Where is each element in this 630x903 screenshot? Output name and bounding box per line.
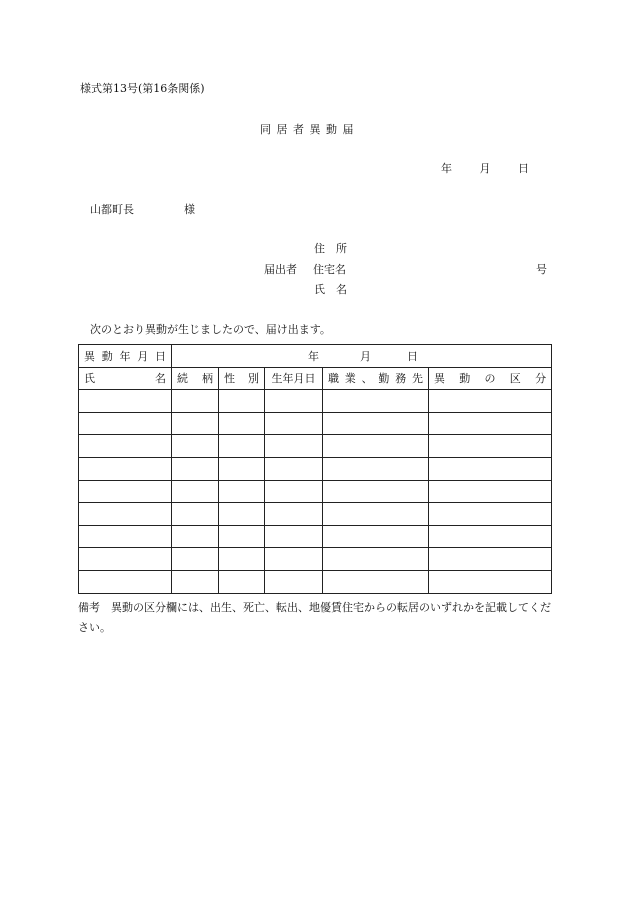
entry-cell[interactable] — [172, 570, 219, 593]
entry-cell[interactable] — [79, 412, 172, 435]
entry-cell[interactable] — [219, 435, 265, 458]
header-char: 続 — [177, 372, 188, 386]
change-date-label — [79, 348, 171, 364]
date-year-label: 年 — [441, 162, 452, 175]
addressee-name: 山都町長 — [90, 203, 134, 216]
header-char: 別 — [248, 372, 259, 386]
entry-cell[interactable] — [429, 548, 552, 571]
entry-cell[interactable] — [219, 503, 265, 526]
entry-cell[interactable] — [265, 435, 323, 458]
header-char: 務 — [395, 372, 407, 386]
header-char: 柄 — [202, 372, 213, 386]
entry-cell[interactable] — [265, 412, 323, 435]
applicant-name-label: 氏 名 — [314, 283, 347, 296]
header-char: 日 — [155, 349, 166, 363]
table-row — [79, 525, 552, 548]
change-table — [78, 344, 552, 594]
table-row — [79, 457, 552, 480]
header-sex-text — [219, 370, 264, 386]
entry-cell[interactable] — [219, 570, 265, 593]
entry-cell[interactable] — [323, 390, 429, 413]
entry-cell[interactable] — [323, 570, 429, 593]
header-name-first: 氏 — [84, 372, 95, 386]
header-char: 業 — [344, 372, 356, 386]
applicant-number-suffix: 号 — [536, 263, 547, 276]
table-row — [79, 548, 552, 571]
header-relationship — [172, 367, 219, 390]
entry-cell[interactable] — [265, 503, 323, 526]
table-row — [79, 570, 552, 593]
header-char: 動 — [101, 349, 113, 363]
entry-cell[interactable] — [172, 480, 219, 503]
entry-rows — [79, 390, 552, 593]
entry-cell[interactable] — [219, 548, 265, 571]
header-char: 年 — [119, 349, 131, 363]
change-date-row — [79, 345, 552, 368]
entry-cell[interactable] — [172, 435, 219, 458]
entry-cell[interactable] — [429, 390, 552, 413]
change-date-label-cell — [79, 345, 172, 368]
entry-cell[interactable] — [265, 480, 323, 503]
entry-cell[interactable] — [265, 457, 323, 480]
date-day-label: 日 — [518, 162, 529, 175]
header-char: 性 — [224, 372, 235, 386]
submission-date — [441, 160, 529, 176]
entry-cell[interactable] — [265, 548, 323, 571]
header-row — [79, 367, 552, 390]
addressee-honorific: 様 — [184, 203, 195, 216]
entry-cell[interactable] — [79, 503, 172, 526]
change-date-month: 月 — [360, 350, 371, 363]
header-name — [79, 367, 172, 390]
entry-cell[interactable] — [172, 548, 219, 571]
entry-cell[interactable] — [219, 412, 265, 435]
entry-cell[interactable] — [79, 525, 172, 548]
entry-cell[interactable] — [172, 525, 219, 548]
entry-cell[interactable] — [265, 390, 323, 413]
header-char: 職 — [328, 372, 339, 386]
form-number: 様式第13号(第16条関係) — [80, 82, 205, 95]
header-occupation-text — [323, 370, 428, 386]
entry-cell[interactable] — [429, 412, 552, 435]
header-char: 異 — [434, 372, 445, 386]
applicant-label: 届出者 — [264, 263, 297, 276]
entry-cell[interactable] — [429, 435, 552, 458]
header-char: 異 — [84, 349, 95, 363]
entry-cell[interactable] — [219, 390, 265, 413]
entry-cell[interactable] — [219, 457, 265, 480]
entry-cell[interactable] — [79, 390, 172, 413]
entry-cell[interactable] — [323, 457, 429, 480]
form-title: 同 居 者 異 動 届 — [260, 123, 355, 136]
header-occupation — [323, 367, 429, 390]
header-char: の — [484, 372, 496, 386]
table-row — [79, 412, 552, 435]
applicant-address-label: 住 所 — [314, 242, 347, 255]
header-change-type — [429, 367, 552, 390]
entry-cell[interactable] — [172, 390, 219, 413]
entry-cell[interactable] — [79, 435, 172, 458]
header-char: 分 — [535, 372, 547, 386]
entry-cell[interactable] — [429, 457, 552, 480]
entry-cell[interactable] — [323, 503, 429, 526]
entry-cell[interactable] — [429, 525, 552, 548]
entry-cell[interactable] — [79, 457, 172, 480]
entry-cell[interactable] — [79, 570, 172, 593]
date-month-label: 月 — [479, 162, 491, 175]
entry-cell[interactable] — [172, 503, 219, 526]
header-char: 、 — [361, 372, 373, 386]
header-change-type-text — [429, 370, 551, 386]
remarks-note: 備考 異動の区分欄には、出生、死亡、転出、地優賃住宅からの転居のいずれかを記載してください。 — [78, 601, 551, 634]
table-row — [79, 390, 552, 413]
header-relationship-text — [172, 370, 218, 386]
change-date-value-cell[interactable] — [172, 345, 552, 368]
header-char: 動 — [459, 372, 471, 386]
entry-cell[interactable] — [323, 480, 429, 503]
entry-cell[interactable] — [172, 457, 219, 480]
entry-cell[interactable] — [323, 435, 429, 458]
entry-cell[interactable] — [323, 412, 429, 435]
header-char: 月 — [137, 349, 149, 363]
entry-cell[interactable] — [265, 525, 323, 548]
table-row — [79, 435, 552, 458]
entry-cell[interactable] — [79, 480, 172, 503]
entry-cell[interactable] — [172, 412, 219, 435]
header-sex — [219, 367, 265, 390]
entry-cell[interactable] — [429, 480, 552, 503]
table-row — [79, 503, 552, 526]
entry-cell[interactable] — [219, 525, 265, 548]
header-char: 区 — [509, 372, 521, 386]
entry-cell[interactable] — [429, 570, 552, 593]
header-name-last: 名 — [155, 372, 166, 386]
change-date-year: 年 — [308, 350, 319, 363]
entry-cell[interactable] — [219, 480, 265, 503]
table-row — [79, 480, 552, 503]
header-birthdate — [265, 367, 323, 390]
header-birthdate-text: 生年月日 — [271, 372, 316, 386]
header-char: 先 — [411, 372, 423, 386]
entry-cell[interactable] — [265, 570, 323, 593]
entry-cell[interactable] — [323, 548, 429, 571]
applicant-housing-label: 住宅名 — [313, 263, 346, 276]
entry-cell[interactable] — [429, 503, 552, 526]
entry-cell[interactable] — [323, 525, 429, 548]
header-char: 勤 — [378, 372, 390, 386]
entry-cell[interactable] — [79, 548, 172, 571]
statement-text: 次のとおり異動が生じましたので、届け出ます。 — [90, 323, 331, 336]
change-date-day: 日 — [407, 350, 418, 363]
